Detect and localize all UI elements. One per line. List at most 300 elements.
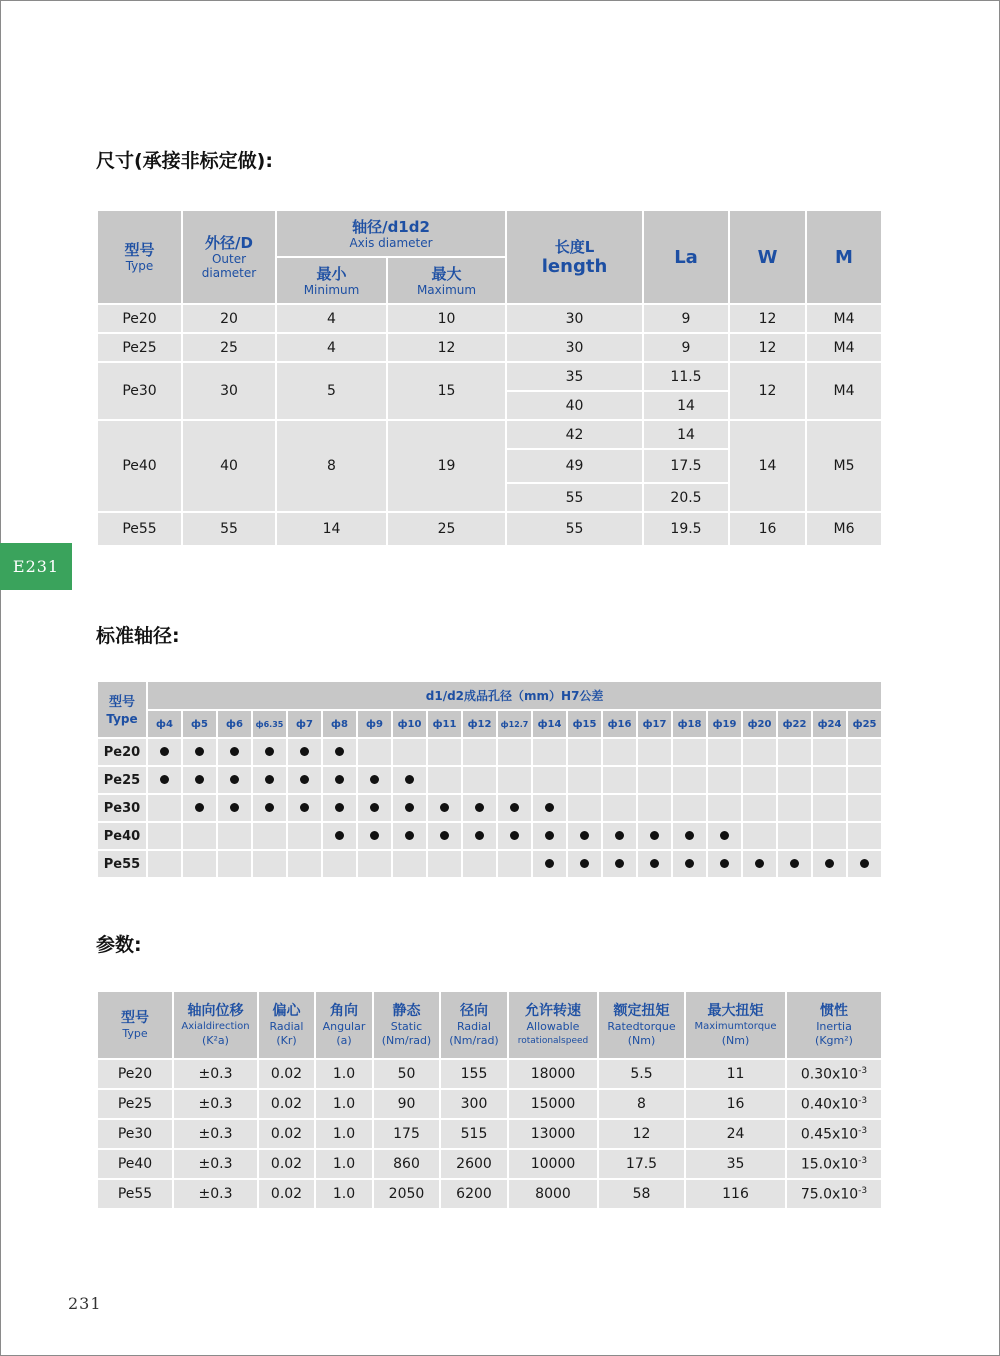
cell-outer-diameter: 40 (182, 420, 276, 512)
available-dot-icon (405, 803, 414, 812)
available-dot-icon (300, 747, 309, 756)
param-cell-type: Pe40 (97, 1149, 173, 1179)
parameters-title: 参数: (96, 934, 142, 956)
bore-cell (637, 822, 672, 850)
bore-cell (777, 766, 812, 794)
available-dot-icon (685, 831, 694, 840)
param-header-zh: 静态 (392, 1003, 421, 1019)
bore-row (97, 822, 882, 850)
cell-la: 20.5 (643, 483, 729, 512)
param-cell-inertia (786, 1149, 882, 1179)
bore-cell (217, 822, 252, 850)
cell-length: 30 (506, 304, 643, 333)
cell-w: 16 (729, 512, 806, 546)
bore-cell (357, 822, 392, 850)
header-w-label: W (757, 246, 778, 268)
bore-cell (672, 794, 707, 822)
bore-cell (497, 794, 532, 822)
bore-cell (497, 850, 532, 878)
param-header (786, 991, 882, 1059)
section-tab: E231 (0, 543, 72, 590)
param-cell-speed: 8000 (508, 1179, 598, 1209)
bore-size-header: ф8 (322, 710, 357, 738)
param-header (373, 991, 440, 1059)
bore-size-header: ф17 (637, 710, 672, 738)
cell-la: 11.5 (643, 362, 729, 391)
available-dot-icon (545, 831, 554, 840)
inertia-exponent: -3 (858, 1185, 868, 1196)
table-row (97, 304, 882, 333)
table-row (97, 512, 882, 546)
header-max-zh: 最大 (431, 264, 462, 283)
bore-cell (812, 850, 847, 878)
param-row (97, 1149, 882, 1179)
bore-size-header: ф7 (287, 710, 322, 738)
param-header-en: Maximumtorque (694, 1021, 777, 1032)
param-header-en: Inertia (816, 1020, 852, 1033)
table-row (97, 333, 882, 362)
cell-la: 9 (643, 333, 729, 362)
param-header-en: Axialdirection (181, 1021, 250, 1032)
bore-cell (462, 850, 497, 878)
cell-type: Pe55 (97, 512, 182, 546)
available-dot-icon (195, 775, 204, 784)
bore-size-header: ф11 (427, 710, 462, 738)
cell-outer-diameter: 20 (182, 304, 276, 333)
available-dot-icon (230, 775, 239, 784)
bore-cell (217, 850, 252, 878)
cell-max: 10 (387, 304, 506, 333)
available-dot-icon (475, 831, 484, 840)
param-header-unit: (Nm/rad) (449, 1034, 499, 1047)
header-max-en: Maximum (416, 282, 477, 297)
bore-cell (812, 766, 847, 794)
bore-cell (322, 850, 357, 878)
bore-cell (497, 738, 532, 766)
bore-size-header: ф6 (217, 710, 252, 738)
param-cell-radial: 0.02 (258, 1059, 315, 1089)
cell-type: Pe20 (97, 304, 182, 333)
available-dot-icon (650, 831, 659, 840)
table-row (97, 362, 882, 391)
cell-min: 14 (276, 512, 387, 546)
bore-cell (462, 822, 497, 850)
inertia-exponent: -3 (858, 1155, 868, 1166)
param-cell-radial-stiff: 2600 (440, 1149, 508, 1179)
bore-cell (742, 822, 777, 850)
header-axis-diameter (276, 210, 506, 257)
available-dot-icon (195, 747, 204, 756)
param-header-unit: (a) (336, 1034, 352, 1047)
param-cell-axial: ±0.3 (173, 1149, 258, 1179)
param-header-unit: (Kr) (276, 1034, 297, 1047)
param-header-unit: rotationalspeed (517, 1036, 589, 1046)
bore-cell (497, 822, 532, 850)
dimensions-title: 尺寸(承接非标定做): (96, 150, 273, 172)
bore-cell (567, 738, 602, 766)
available-dot-icon (370, 831, 379, 840)
bore-size-header: ф5 (182, 710, 217, 738)
bore-cell (532, 794, 567, 822)
cell-m: M5 (806, 420, 882, 512)
cell-la: 17.5 (643, 449, 729, 483)
header-length-zh: 长度L (554, 237, 595, 256)
cell-min: 4 (276, 304, 387, 333)
bore-cell (672, 850, 707, 878)
bore-cell (847, 794, 882, 822)
bore-cell (322, 822, 357, 850)
cell-m: M4 (806, 304, 882, 333)
available-dot-icon (335, 775, 344, 784)
bore-cell (567, 766, 602, 794)
param-header-unit: (Kgm²) (815, 1034, 853, 1047)
param-cell-radial-stiff: 6200 (440, 1179, 508, 1209)
bore-cell (427, 766, 462, 794)
param-header (598, 991, 685, 1059)
available-dot-icon (335, 803, 344, 812)
bore-cell (252, 794, 287, 822)
standard-bore-title: 标准轴径: (96, 625, 180, 647)
bore-cell (847, 738, 882, 766)
cell-la: 19.5 (643, 512, 729, 546)
header-outer-diameter (182, 210, 276, 304)
bore-cell (532, 850, 567, 878)
parameters-table (96, 990, 883, 1210)
bore-size-header: ф4 (147, 710, 182, 738)
header-m (806, 210, 882, 304)
bore-cell (637, 794, 672, 822)
param-cell-radial-stiff: 515 (440, 1119, 508, 1149)
bore-cell (287, 822, 322, 850)
bore-row-type: Pe30 (97, 794, 147, 822)
param-row (97, 1089, 882, 1119)
bore-cell (567, 850, 602, 878)
param-cell-max: 116 (685, 1179, 786, 1209)
param-header-zh: 偏心 (272, 1003, 301, 1019)
bore-cell (847, 766, 882, 794)
cell-la: 14 (643, 420, 729, 449)
bore-cell (357, 794, 392, 822)
bore-type-en: Type (106, 711, 138, 726)
bore-cell (252, 738, 287, 766)
cell-w: 12 (729, 362, 806, 420)
param-cell-speed: 18000 (508, 1059, 598, 1089)
bore-cell (602, 850, 637, 878)
param-cell-max: 35 (685, 1149, 786, 1179)
bore-row (97, 794, 882, 822)
bore-size-header: ф6.35 (252, 710, 287, 738)
bore-cell (777, 850, 812, 878)
cell-length: 49 (506, 449, 643, 483)
param-header-unit: (K²a) (202, 1034, 229, 1047)
bore-size-header: ф19 (707, 710, 742, 738)
bore-cell (147, 794, 182, 822)
cell-w: 12 (729, 304, 806, 333)
param-cell-static: 90 (373, 1089, 440, 1119)
bore-row-type: Pe20 (97, 738, 147, 766)
bore-cell (707, 738, 742, 766)
header-m-label: M (835, 246, 853, 268)
bore-size-header: ф14 (532, 710, 567, 738)
param-header (258, 991, 315, 1059)
bore-header-type (97, 681, 147, 738)
cell-type: Pe25 (97, 333, 182, 362)
cell-max: 19 (387, 420, 506, 512)
bore-cell (147, 766, 182, 794)
available-dot-icon (300, 803, 309, 812)
available-dot-icon (720, 831, 729, 840)
bore-cell (637, 850, 672, 878)
param-cell-max: 24 (685, 1119, 786, 1149)
bore-cell (707, 766, 742, 794)
header-type-en: Type (125, 259, 154, 273)
param-cell-type: Pe30 (97, 1119, 173, 1149)
available-dot-icon (685, 859, 694, 868)
param-header (315, 991, 373, 1059)
bore-cell (427, 822, 462, 850)
available-dot-icon (160, 775, 169, 784)
param-header-zh: 轴向位移 (187, 1003, 244, 1019)
bore-cell (357, 766, 392, 794)
bore-cell (847, 822, 882, 850)
cell-max: 15 (387, 362, 506, 420)
bore-cell (427, 850, 462, 878)
bore-cell (637, 738, 672, 766)
header-min-en: Minimum (303, 282, 360, 297)
bore-cell (147, 822, 182, 850)
bore-size-header: ф9 (357, 710, 392, 738)
bore-cell (672, 738, 707, 766)
param-header (440, 991, 508, 1059)
available-dot-icon (300, 775, 309, 784)
bore-cell (672, 766, 707, 794)
cell-outer-diameter: 25 (182, 333, 276, 362)
page-number: 231 (68, 1294, 102, 1313)
bore-cell (217, 738, 252, 766)
bore-row-type: Pe25 (97, 766, 147, 794)
param-cell-angular: 1.0 (315, 1059, 373, 1089)
bore-cell (812, 822, 847, 850)
param-cell-static: 2050 (373, 1179, 440, 1209)
bore-cell (462, 738, 497, 766)
available-dot-icon (440, 803, 449, 812)
param-cell-radial: 0.02 (258, 1179, 315, 1209)
bore-type-zh: 型号 (108, 694, 135, 710)
param-cell-static: 50 (373, 1059, 440, 1089)
cell-length: 35 (506, 362, 643, 391)
header-axis-zh: 轴径/d1d2 (352, 217, 430, 236)
bore-cell (532, 822, 567, 850)
param-cell-inertia (786, 1089, 882, 1119)
param-cell-rated: 58 (598, 1179, 685, 1209)
bore-row-type: Pe55 (97, 850, 147, 878)
cell-min: 4 (276, 333, 387, 362)
param-cell-static: 860 (373, 1149, 440, 1179)
available-dot-icon (580, 831, 589, 840)
available-dot-icon (160, 747, 169, 756)
bore-cell (777, 738, 812, 766)
bore-size-header: ф24 (812, 710, 847, 738)
bore-cell (392, 738, 427, 766)
param-cell-axial: ±0.3 (173, 1119, 258, 1149)
available-dot-icon (230, 747, 239, 756)
available-dot-icon (545, 803, 554, 812)
param-header (685, 991, 786, 1059)
header-minimum (276, 257, 387, 304)
param-header-zh: 径向 (460, 1003, 488, 1019)
bore-cell (602, 794, 637, 822)
header-length-en: length (541, 255, 608, 277)
bore-cell (707, 850, 742, 878)
bore-cell (182, 738, 217, 766)
param-cell-inertia (786, 1119, 882, 1149)
param-cell-static: 175 (373, 1119, 440, 1149)
available-dot-icon (195, 803, 204, 812)
param-row (97, 1119, 882, 1149)
bore-size-header: ф15 (567, 710, 602, 738)
bore-cell (672, 822, 707, 850)
bore-row (97, 766, 882, 794)
param-cell-speed: 15000 (508, 1089, 598, 1119)
param-header-zh: 额定扭矩 (613, 1003, 670, 1019)
param-cell-type: Pe25 (97, 1089, 173, 1119)
available-dot-icon (510, 831, 519, 840)
header-od-en2: diameter (201, 266, 257, 280)
param-cell-angular: 1.0 (315, 1089, 373, 1119)
inertia-exponent: -3 (858, 1095, 868, 1106)
bore-cell (427, 738, 462, 766)
bore-size-header: ф20 (742, 710, 777, 738)
available-dot-icon (510, 803, 519, 812)
bore-cell (392, 766, 427, 794)
param-cell-max: 11 (685, 1059, 786, 1089)
header-od-zh: 外径/D (205, 234, 253, 252)
available-dot-icon (230, 803, 239, 812)
bore-cell (357, 850, 392, 878)
param-cell-type: Pe55 (97, 1179, 173, 1209)
available-dot-icon (720, 859, 729, 868)
bore-cell (637, 766, 672, 794)
param-cell-radial: 0.02 (258, 1089, 315, 1119)
bore-cell (462, 794, 497, 822)
header-od-en1: Outer (211, 252, 247, 266)
param-cell-type: Pe20 (97, 1059, 173, 1089)
header-length (506, 210, 643, 304)
bore-cell (217, 766, 252, 794)
bore-row (97, 850, 882, 878)
bore-cell (602, 822, 637, 850)
bore-cell (777, 822, 812, 850)
bore-cell (147, 850, 182, 878)
bore-cell (707, 822, 742, 850)
bore-cell (532, 738, 567, 766)
bore-cell (182, 850, 217, 878)
bore-cell (322, 794, 357, 822)
available-dot-icon (860, 859, 869, 868)
cell-m: M6 (806, 512, 882, 546)
param-header-unit: (Nm) (627, 1034, 656, 1047)
bore-cell (567, 822, 602, 850)
header-maximum (387, 257, 506, 304)
bore-table (96, 680, 883, 879)
cell-m: M4 (806, 362, 882, 420)
bore-size-header: ф22 (777, 710, 812, 738)
param-cell-rated: 12 (598, 1119, 685, 1149)
bore-cell (182, 794, 217, 822)
param-header-zh: 惯性 (820, 1003, 848, 1019)
param-cell-axial: ±0.3 (173, 1089, 258, 1119)
param-header-en: Static (390, 1020, 423, 1033)
param-header (508, 991, 598, 1059)
cell-max: 25 (387, 512, 506, 546)
param-cell-angular: 1.0 (315, 1149, 373, 1179)
bore-cell (392, 794, 427, 822)
param-header-unit: (Nm/rad) (381, 1034, 432, 1047)
param-cell-speed: 13000 (508, 1119, 598, 1149)
bore-cell (287, 794, 322, 822)
param-cell-radial-stiff: 155 (440, 1059, 508, 1089)
available-dot-icon (580, 859, 589, 868)
cell-w: 12 (729, 333, 806, 362)
bore-cell (742, 794, 777, 822)
dimensions-table (96, 209, 883, 547)
param-cell-radial-stiff: 300 (440, 1089, 508, 1119)
param-header-en: Ratedtorque (607, 1020, 676, 1033)
bore-cell (182, 766, 217, 794)
bore-cell (427, 794, 462, 822)
cell-max: 12 (387, 333, 506, 362)
bore-size-header: ф12.7 (497, 710, 532, 738)
param-header-en: Radial (457, 1020, 491, 1033)
bore-cell (357, 738, 392, 766)
param-row (97, 1059, 882, 1089)
bore-cell (532, 766, 567, 794)
param-header-en: Allowable (526, 1020, 580, 1033)
param-cell-rated: 8 (598, 1089, 685, 1119)
bore-row (97, 738, 882, 766)
param-cell-rated: 5.5 (598, 1059, 685, 1089)
header-la-label: La (674, 246, 698, 268)
cell-w: 14 (729, 420, 806, 512)
available-dot-icon (335, 747, 344, 756)
available-dot-icon (545, 859, 554, 868)
header-la (643, 210, 729, 304)
cell-length: 55 (506, 512, 643, 546)
bore-cell (252, 850, 287, 878)
bore-cell (602, 738, 637, 766)
param-cell-angular: 1.0 (315, 1179, 373, 1209)
param-header-en: Type (122, 1027, 148, 1040)
param-cell-inertia (786, 1059, 882, 1089)
bore-size-header: ф12 (462, 710, 497, 738)
param-header (97, 991, 173, 1059)
available-dot-icon (370, 775, 379, 784)
available-dot-icon (790, 859, 799, 868)
param-header-zh: 型号 (121, 1010, 149, 1026)
bore-cell (252, 822, 287, 850)
header-type (97, 210, 182, 304)
param-header (173, 991, 258, 1059)
param-header-zh: 最大扭矩 (707, 1003, 764, 1019)
available-dot-icon (335, 831, 344, 840)
available-dot-icon (405, 831, 414, 840)
bore-cell (147, 738, 182, 766)
available-dot-icon (615, 859, 624, 868)
bore-cell (742, 850, 777, 878)
bore-size-header: ф18 (672, 710, 707, 738)
bore-cell (322, 766, 357, 794)
available-dot-icon (615, 831, 624, 840)
